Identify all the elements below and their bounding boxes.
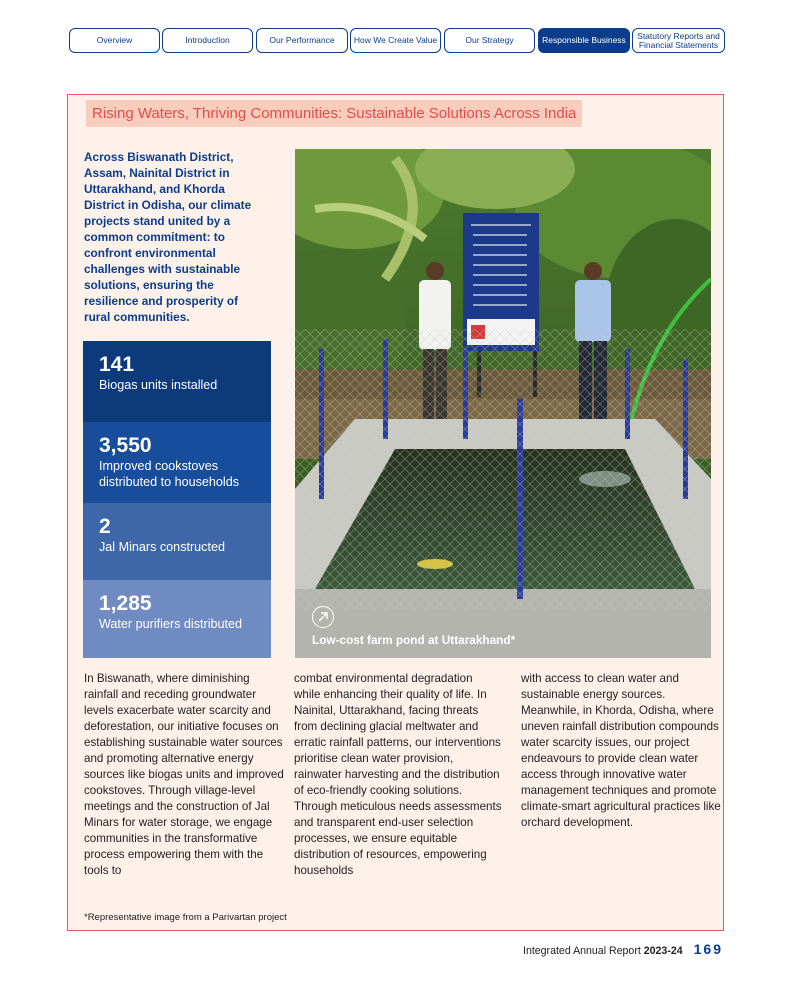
lead-paragraph: Across Biswanath District, Assam, Nainital District in Uttarakhand, and Khorda District in Odisha, our climate projects stand united by a common commitment: to confront environmental challenges with sustainable solutions, ensuring the resilience and prosperity of rural communities. — [84, 150, 252, 324]
report-year: 2023-24 — [643, 945, 683, 957]
photo-caption: Low-cost farm pond at Uttarakhand* — [312, 633, 516, 647]
tab-statutory-reports[interactable] — [632, 28, 725, 53]
body-column-1: In Biswanath, where diminishing rainfall and receding groundwater levels exacerbate water scarcity and deforestation, our initiative focuses on establishing sustainable water sources and promoting alternative energy sources like biogas units and improved cookstoves. Through village-level meetings and the construction of Jal Minars for water storage, we engage communities in the transformative process empowering them with the tools to — [84, 672, 284, 877]
content-panel — [67, 94, 724, 931]
tab-statutory-line1: Statutory Reports and — [637, 30, 720, 41]
page-footer — [523, 941, 723, 957]
stat-label: Biogas units installed — [99, 378, 218, 392]
footnote: *Representative image from a Parivartan project — [84, 912, 287, 923]
farm-pond-illustration — [295, 149, 711, 658]
stat-cookstoves — [83, 422, 271, 503]
top-navigation — [69, 28, 725, 54]
report-name — [523, 945, 683, 957]
stat-label: Water purifiers distributed — [99, 617, 243, 631]
tab-overview[interactable]: Overview — [69, 28, 160, 53]
tab-how-we-create-value[interactable]: How We Create Value — [350, 28, 441, 53]
tab-introduction[interactable]: Introduction — [162, 28, 253, 53]
body-column-3: with access to clean water and sustainable energy sources. Meanwhile, in Khorda, Odisha, where uneven rainfall distribution compounds water scarcity issues, our project endeavours to provide clean water access through innovative water management techniques and promote climate-smart agricultural practices like orchard development. — [521, 672, 721, 829]
stat-water-purifiers — [83, 580, 271, 658]
stat-jal-minars — [83, 503, 271, 580]
page-number: 169 — [693, 941, 723, 957]
stat-value: 3,550 — [99, 434, 152, 457]
tab-responsible-business[interactable]: Responsible Business — [538, 28, 630, 53]
stat-biogas — [83, 341, 271, 422]
report-title: Integrated Annual Report — [523, 945, 641, 957]
stat-label: Jal Minars constructed — [99, 540, 225, 554]
body-column-2: combat environmental degradation while enhancing their quality of life. In Nainital, Uttarakhand, facing threats from declining glacial meltwater and erratic rainfall patterns, our interventions prioritise clean water provision, rainwater harvesting and the distribution of eco-friendly cooking solutions. Through meticulous needs assessments and transparent end-user selection processes, we ensure equitable distribution of resources, empowering households — [294, 672, 502, 877]
stat-label: Improved cookstoves distributed to households — [99, 459, 240, 489]
tab-statutory-line2: Financial Statements — [638, 39, 719, 50]
expand-arrow-icon — [312, 606, 334, 628]
stat-value: 2 — [99, 515, 111, 538]
farm-pond-photo — [295, 149, 711, 658]
tab-our-performance[interactable]: Our Performance — [256, 28, 348, 53]
tab-our-strategy[interactable]: Our Strategy — [444, 28, 535, 53]
stat-value: 141 — [99, 353, 135, 376]
section-title: Rising Waters, Thriving Communities: Sustainable Solutions Across India — [86, 100, 582, 127]
arrow-up-right-icon — [313, 607, 333, 627]
stat-value: 1,285 — [99, 592, 152, 615]
